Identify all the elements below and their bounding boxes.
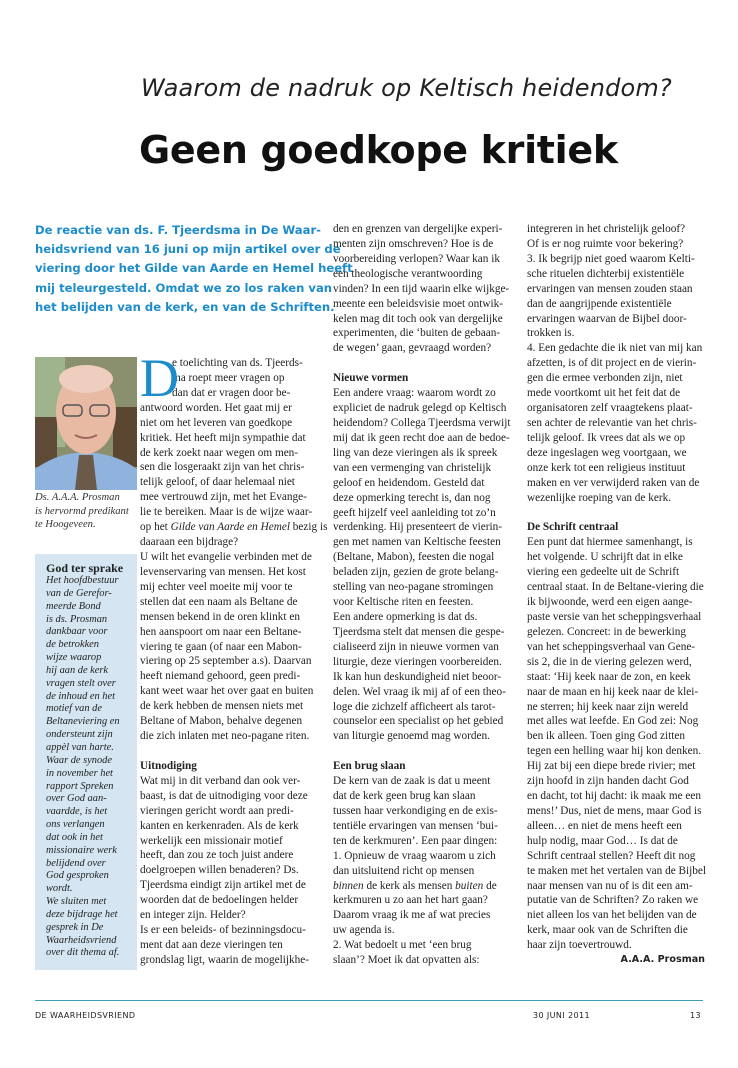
sidebar-box-line: de inhoud en het [46, 690, 115, 702]
paragraph-gap [333, 744, 517, 759]
sidebar-box-line: over dit thema af. [46, 947, 120, 959]
text-line: dan de aangrijpende existentiële [527, 297, 672, 310]
text-line: mens!’ Dus, niet de mens, maar God is [527, 804, 702, 817]
text-line: De kern van de zaak is dat u meent [333, 775, 491, 788]
text-line: kritiek. Het heeft mijn sympathie dat [140, 431, 306, 444]
text-line: ik bijwoonde, werd een eigen aange- [527, 596, 693, 609]
author-signature: A.A.A. Prosman [620, 954, 705, 966]
text-line: organisatoren zelf vraagtekens plaat- [527, 402, 693, 415]
paragraph-gap [527, 506, 705, 521]
text-line: Wat mij in dit verband dan ook ver- [140, 774, 301, 787]
text-line: vinden? In een tijd waarin elke wijkge- [333, 282, 510, 295]
text-line: mij echter veel moeite mij voor te [140, 580, 293, 593]
text-line: tussen haar verkondiging en de exis- [333, 804, 498, 817]
text-line: stellen dat een naam als Beltane de [140, 595, 298, 608]
text-line: mede voortkomt uit het feit dat de [527, 387, 681, 400]
text-line: Een andere vraag: waarom wordt zo [333, 387, 496, 400]
text-line: kelen mag dit toch ook van dergelijke [333, 312, 503, 325]
section-heading: Uitnodiging [140, 759, 197, 772]
sidebar-box [35, 554, 137, 970]
text-line: dat de kerk geen brug kan slaan [333, 790, 476, 803]
text-line: beladen zijn, gezien de grote belang- [333, 566, 499, 579]
text-line: Daarom vraag ik me af wat precies [333, 909, 491, 922]
sidebar-box-line: missionaire werk [46, 844, 117, 856]
text-line: ben ik alleen. Toen ging God zitten [527, 730, 686, 743]
sidebar-box-line: Waarheidsvriend [46, 934, 117, 946]
sidebar-box-text [46, 575, 137, 960]
text-line: geeft hijzelf veel aanleiding tot zo’n [333, 506, 496, 519]
text-line: doelgroepen willen benaderen? Ds. [140, 864, 299, 877]
text-line: Een punt dat hiermee samenhangt, is [527, 536, 693, 549]
text-line: menten zijn omschreven? Hoe is de [333, 237, 494, 250]
sidebar-box-line: is ds. Prosman [46, 613, 108, 625]
text-line: de kerk hebben de mensen niets met [140, 700, 304, 713]
sidebar-box-line: belijdend over [46, 857, 106, 869]
sidebar-box-line: Beltaneviering en [46, 716, 120, 728]
photo-caption [35, 491, 140, 532]
text-line: dan uitsluitend richt op mensen [333, 864, 475, 877]
text-line: kerk, maar ook van de Schriften die [527, 924, 688, 937]
text-line: mij dat ik geen recht doe aan de bedoe- [333, 431, 510, 444]
sidebar-box-line: God gesproken [46, 870, 109, 882]
text-line: zijn hoofd in zijn handen dacht God [527, 775, 689, 788]
text-line: afzetten, is of dit project en de vierin- [527, 357, 697, 370]
text-line: counselor een specialist op het gebied [333, 715, 504, 728]
text-line: ervaringen waarvan de Bijbel door- [527, 312, 687, 325]
text-line: werkelijk een missionair motief [140, 834, 283, 847]
text-line: den en grenzen van dergelijke experi- [333, 223, 503, 235]
text-line: viering te gaan (of naar een Mabon- [140, 640, 302, 653]
text-line: telijk geloof. Ik vrees dat als we op [527, 431, 686, 444]
text-line: dan dat er vragen door be- [172, 386, 291, 399]
text-line: paste versie van het scheppingsverhaal [527, 610, 702, 623]
sidebar-box-line: meerde Bond [46, 600, 101, 612]
section-heading: De Schrift centraal [527, 521, 619, 534]
text-line: loge die zichzelf afficheert als tarot- [333, 700, 496, 713]
text-line: ervaringen van mensen zouden staan [527, 282, 693, 295]
text-line: ne sterren; hij keek naar zijn wereld [527, 700, 689, 713]
text-line: centraal staat. In de Beltane-viering die [527, 581, 704, 594]
sidebar-box-line: dankbaar voor [46, 626, 108, 638]
text-line: Tjeerdsma stelt dat mensen die gespe- [333, 625, 505, 638]
text-line: 1. Opnieuw de vraag waarom u zich [333, 849, 496, 862]
text-line: viering op 25 september a.s). Daarvan [140, 655, 312, 668]
italic-text: buiten [455, 879, 484, 892]
sidebar-box-line: wordt. [46, 883, 73, 895]
sidebar-box-line: ons verlangen [46, 819, 105, 831]
text-line: ten de kerkmuren’. Een paar dingen: [333, 834, 498, 847]
text-line: onze kerk tot een religieus instituut [527, 461, 686, 474]
sidebar-box-line: in november het [46, 767, 113, 779]
text-line: heeft, dan zou ze toch juist andere [140, 849, 294, 862]
text-line: U wilt het evangelie verbinden met de [140, 550, 312, 563]
drop-cap: D [140, 348, 179, 408]
text-line: van liturgie genoemd mag worden. [333, 730, 490, 743]
sidebar-box-line: appèl van harte. [46, 741, 114, 753]
text-line [140, 520, 328, 535]
italic-text: binnen [333, 879, 364, 892]
article-column-2 [333, 222, 517, 968]
text-line [333, 879, 517, 894]
sidebar-box-line: rapport Spreken [46, 780, 114, 792]
author-photo [35, 357, 137, 490]
sidebar-box-line: vaardde, is het [46, 806, 108, 818]
text-line: van een vermenging van christelijk [333, 461, 492, 474]
text-line: Of is er nog ruimte voor bekering? [527, 237, 684, 250]
footer-page-number: 13 [690, 1011, 701, 1020]
text-line: cialiseerd zijn in nieuwe vormen van [333, 640, 499, 653]
text-segment: de kerk als mensen [363, 879, 456, 892]
text-line: Een andere opmerking is dat ds. [333, 610, 478, 623]
text-line: deze opmerking terecht is, dan nog [333, 491, 491, 504]
text-line: antwoord worden. Het gaat mij er [140, 401, 292, 414]
text-line: hulp nodig, maar God… Is dat de [527, 834, 678, 847]
text-line: heidendom? Collega Tjeerdsma verwijt [333, 416, 511, 429]
text-line: woorden dat de bedoelingen helder [140, 894, 299, 907]
text-segment: de [483, 879, 497, 892]
text-line: staat: ‘Hij keek naar de zon, en keek [527, 670, 691, 683]
text-line: vieringen gericht wordt aan predi- [140, 804, 294, 817]
text-line: meente een beleidsvisie moet ontwik- [333, 297, 503, 310]
text-line: met alles wat leefde. En God zei: Nog [527, 715, 699, 728]
text-line: expliciet de nadruk gelegd op Keltisch [333, 402, 507, 415]
text-line: ment dat aan deze vieringen ten [140, 938, 283, 951]
text-line: gen die ermee verbonden zijn, niet [527, 372, 683, 385]
text-line: gelezen. Concreet: in de bewerking [527, 625, 686, 638]
sidebar-box-line: van de Gerefor- [46, 587, 112, 599]
text-line: 4. Een gedachte die ik niet van mij kan [527, 342, 703, 355]
text-line: Tjeerdsma eindigt zijn artikel met de [140, 879, 306, 892]
sidebar-box-line: deze bijdrage het [46, 908, 118, 920]
text-line: Hij zat bij een diepe brede rivier; met [527, 760, 696, 773]
text-line: slaan’? Moet ik dat opvatten als: [333, 954, 480, 967]
article-kicker: Waarom de nadruk op Keltisch heidendom? [141, 74, 672, 102]
text-line: e toelichting van ds. Tjeerds- [172, 357, 303, 369]
text-line: delen. Wel vraag ik mij af of een theo- [333, 685, 506, 698]
text-line: voor Keltische riten en feesten. [333, 596, 474, 609]
text-line: het volgende. U schrijft dat in elke [527, 551, 683, 564]
text-line: deze ingeslagen weg voortgaan, we [527, 446, 687, 459]
text-line: grondslag ligt, waarin de mogelijkhe- [140, 953, 310, 966]
text-line: liturgie, deze vieringen voorbereiden. [333, 655, 502, 668]
text-line: lie te bereiken. Maar is de wijze waar- [140, 506, 313, 519]
text-line: te maken met het vertalen van de Bijbel [527, 864, 706, 877]
text-line: hen aanspoort om naar een Beltane- [140, 625, 302, 638]
footer-date: 30 JUNI 2011 [533, 1011, 590, 1020]
text-line: alleen… en niet de mens heeft een [527, 819, 682, 832]
text-line: putatie van de Schriften? Zo raken we [527, 894, 699, 907]
text-line: trokken is. [527, 327, 575, 340]
sidebar-box-line: over God aan- [46, 793, 107, 805]
text-line: kanten en kerkenraden. Als de kerk [140, 819, 299, 832]
text-line: telijk geloof, of daar helemaal niet [140, 476, 295, 489]
text-line: Is er een beleids- of bezinningsdocu- [140, 924, 306, 937]
sidebar-box-line: dat ook in het [46, 831, 103, 843]
text-line: naar mensen van nu of is dit een am- [527, 879, 693, 892]
sidebar-box-line: hij aan de kerk [46, 664, 109, 676]
text-line: die zich inlaten met neo-pagane riten. [140, 730, 310, 743]
intro-line: heidsvriend van 16 juni op mijn artikel over de [35, 242, 341, 257]
paragraph-gap [140, 744, 324, 759]
intro-line: De reactie van ds. F. Tjeerdsma in De Waar- [35, 223, 321, 237]
text-line: geloof en heidendom. Gesteld dat [333, 476, 485, 489]
caption-line: te Hoogeveen. [35, 519, 96, 531]
sidebar-box-line: Het hoofdbestuur [46, 575, 119, 586]
text-line: sen die losgeraakt zijn van het chris- [140, 461, 305, 474]
text-line: niet om het leveren van goedkope [140, 416, 293, 429]
footer-rule [35, 1000, 703, 1001]
italic-text: Gilde van Aarde en Hemel [170, 521, 290, 534]
sidebar-box-line: wijze waarop [46, 652, 102, 664]
text-line: viering een gedeelte uit de Schrift [527, 566, 680, 579]
text-line: sche rituelen dichterbij existentiële [527, 267, 685, 280]
text-line: ling van deze vieringen als ik spreek [333, 446, 498, 459]
text-line: ma roept meer vragen op [172, 371, 285, 384]
text-line: sen achter de relevantie van het chris- [527, 416, 697, 429]
article-title: Geen goedkope kritiek [139, 128, 618, 172]
text-line: tegen een helling waar hij kon denken. [527, 745, 702, 758]
text-line: stelling van neo-pagane stromingen [333, 581, 494, 594]
sidebar-box-line: gesprek in De [46, 921, 104, 933]
sidebar-box-title: God ter sprake [46, 561, 124, 575]
sidebar-box-line: vragen stelt over [46, 677, 116, 689]
text-line: een theologische verantwoording [333, 267, 483, 280]
text-line: mee vertrouwd zijn, met het Evange- [140, 491, 307, 504]
text-line: van het scheppingsverhaal van Gene- [527, 640, 696, 653]
text-line: en integer zijn. Helder? [140, 909, 246, 922]
text-line: verdenking. Hij presenteert de vierin- [333, 521, 502, 534]
text-line: uw agenda is. [333, 924, 395, 937]
text-line: integreren in het christelijk geloof? [527, 223, 686, 235]
paragraph-gap [333, 356, 517, 371]
text-line: heeft niemand gehoord, geen predi- [140, 670, 301, 683]
footer-publication: DE WAARHEIDSVRIEND [35, 1011, 136, 1020]
text-line: maken en ver verwijderd raken van de [527, 476, 700, 489]
text-line: baast, is dat de uitnodiging voor deze [140, 789, 308, 802]
text-line: (Beltane, Mabon), feesten die nogal [333, 551, 495, 564]
caption-line: Ds. A.A.A. Prosman [35, 492, 120, 503]
text-line: kerkmuren u zo aan het hart gaan? [333, 894, 488, 907]
text-line: sis 2, die in de viering gelezen werd, [527, 655, 692, 668]
intro-line: viering door het Gilde van Aarde en Hemel heeft [35, 261, 353, 276]
text-segment: op het [140, 521, 171, 534]
caption-line: is hervormd predikant [35, 505, 129, 517]
article-intro [35, 221, 353, 317]
text-line: haar zijn toevertrouwd. [527, 939, 632, 952]
text-line: niet alleen los van het belijden van de [527, 909, 697, 922]
text-line: gen met namen van Keltische feesten [333, 536, 501, 549]
text-line: de kerk zoekt naar wegen om men- [140, 446, 299, 459]
text-line: de wegen’ gaan, gevraagd worden? [333, 342, 492, 355]
text-line: Ik kan hun deskundigheid niet beoor- [333, 670, 502, 683]
article-column-3 [527, 222, 705, 968]
article-column-1 [140, 348, 328, 968]
text-line: naar de maan en hij keek naar de klei- [527, 685, 699, 698]
text-line: 2. Wat bedoelt u met ‘een brug [333, 939, 472, 952]
text-line: Schrift centraal stellen? Heeft dit nog [527, 849, 696, 862]
text-line: kant weet waar het over gaat en buiten [140, 685, 314, 698]
sidebar-box-line: Waar de synode [46, 754, 112, 766]
intro-line: mij teleurgesteld. Omdat we zo los raken van [35, 280, 333, 295]
text-line: en dacht, tot hij dacht: ik maak me een [527, 790, 702, 803]
text-line: daaraan een bijdrage? [140, 536, 239, 549]
text-line: tentiële ervaringen van mensen ‘bui- [333, 819, 498, 832]
sidebar-box-line: We sluiten met [46, 896, 107, 908]
text-segment: bezig is [289, 521, 328, 534]
sidebar-box-line: motief van de [46, 703, 102, 715]
section-heading: Een brug slaan [333, 760, 406, 773]
text-line: voorbereiding verlopen? Waar kan ik [333, 252, 500, 265]
section-heading: Nieuwe vormen [333, 372, 409, 385]
text-line: wezenlijke roeping van de kerk. [527, 491, 672, 504]
text-line: Beltane of Mabon, behalve degenen [140, 715, 303, 728]
intro-line: het belijden van de kerk, en van de Schriften. [35, 299, 335, 314]
text-line: mensen bekend in de oren klinkt en [140, 610, 300, 623]
text-line: 3. Ik begrijp niet goed waarom Kelti- [527, 252, 695, 265]
sidebar-box-line: de betrokken [46, 639, 99, 651]
text-line: levenservaring van mensen. Het kost [140, 565, 306, 578]
text-line: experimenten, die ‘buiten de gebaan- [333, 327, 501, 340]
sidebar-box-line: ondersteunt zijn [46, 729, 113, 741]
